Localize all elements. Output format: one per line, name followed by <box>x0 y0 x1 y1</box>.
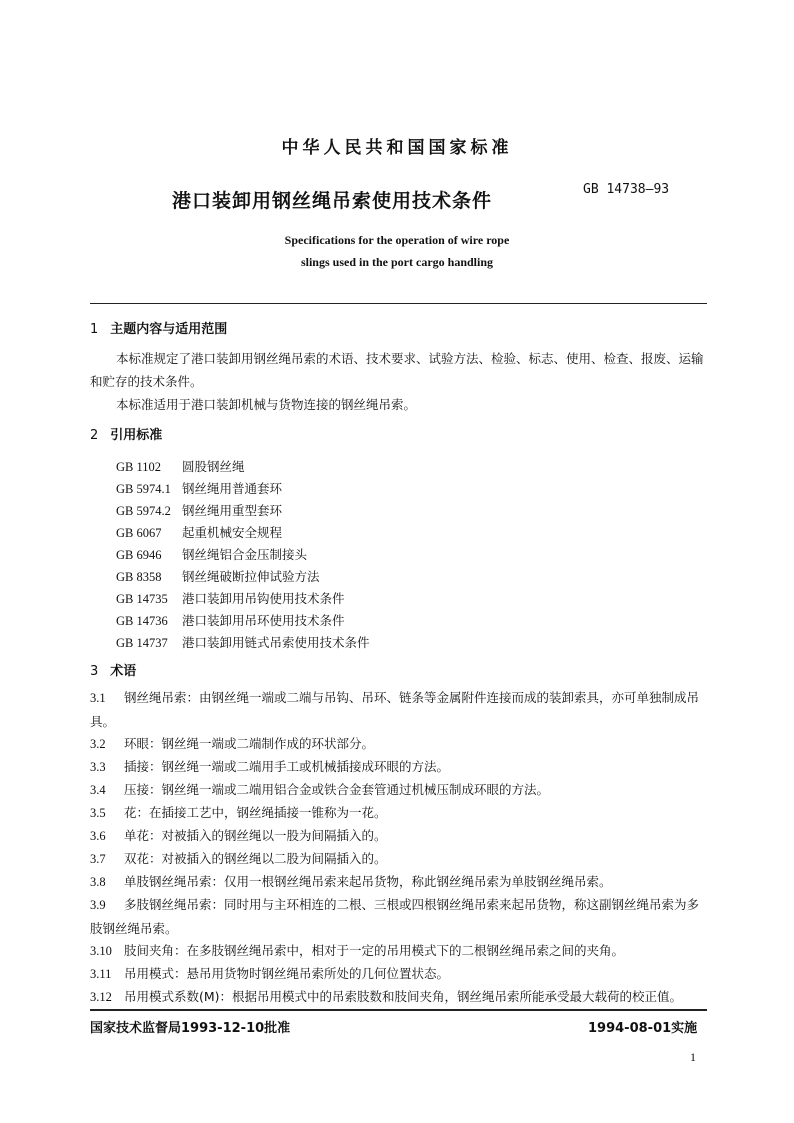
section-1-heading <box>90 318 227 337</box>
reference-name: 钢丝绳铝合金压制接头 <box>181 547 307 562</box>
reference-code: GB 1102 <box>116 460 162 474</box>
term-item <box>90 939 707 963</box>
english-title-line-1: Specifications for the operation of wire rope <box>284 233 510 247</box>
standard-type: 中华人民共和国国家标准 <box>281 138 513 158</box>
section-number: 2 <box>90 428 99 443</box>
term-item <box>90 847 707 871</box>
english-title-line-2: slings used in the port cargo handling <box>300 255 494 269</box>
reference-name: 钢丝绳用重型套环 <box>181 503 282 518</box>
term-number: 3.6 <box>90 829 106 843</box>
section-title: 术语 <box>110 664 137 679</box>
reference-item <box>116 457 245 475</box>
term-text: 环眼：钢丝绳一端或二端制作成的环状部分。 <box>124 736 375 751</box>
term-number: 3.11 <box>90 967 112 981</box>
standard-code: GB 14738—93 <box>583 182 670 197</box>
reference-item <box>116 545 307 563</box>
reference-item <box>116 633 370 651</box>
term-item <box>90 778 707 802</box>
section-title: 主题内容与适用范围 <box>110 322 228 337</box>
reference-name: 钢丝绳用普通套环 <box>181 481 282 496</box>
header-divider <box>90 303 707 304</box>
footer-divider <box>90 1009 707 1011</box>
reference-item <box>116 523 282 541</box>
term-item <box>90 686 707 733</box>
reference-code: GB 6946 <box>116 548 162 562</box>
page-number: 1 <box>690 1050 696 1064</box>
section-1-paragraph-2: 本标准适用于港口装卸机械与货物连接的钢丝绳吊索。 <box>116 397 417 412</box>
section-number: 1 <box>90 322 99 337</box>
reference-code: GB 8358 <box>116 570 162 584</box>
reference-code: GB 14735 <box>116 592 168 606</box>
term-text: 钢丝绳吊索：由钢丝绳一端或二端与吊钩、吊环、链条等金属附件连接而成的装卸索具，亦可单独制成吊具。 <box>90 690 700 729</box>
term-text: 压接：钢丝绳一端或二端用铝合金或铁合金套管通过机械压制成环眼的方法。 <box>124 782 550 797</box>
term-text: 花：在插接工艺中，钢丝绳插接一锥称为一花。 <box>124 805 387 820</box>
approval-info: 国家技术监督局1993-12-10批准 <box>90 1021 291 1036</box>
reference-item <box>116 567 320 585</box>
term-item <box>90 732 707 756</box>
term-number: 3.9 <box>90 898 106 912</box>
term-number: 3.8 <box>90 875 106 889</box>
reference-name: 港口装卸用吊钩使用技术条件 <box>181 591 345 606</box>
reference-code: GB 5974.1 <box>116 482 171 496</box>
term-number: 3.1 <box>90 691 106 705</box>
section-title: 引用标准 <box>110 428 163 443</box>
reference-name: 钢丝绳破断拉伸试验方法 <box>181 569 320 584</box>
term-text: 插接：钢丝绳一端或二端用手工或机械插接成环眼的方法。 <box>124 759 450 774</box>
term-item <box>90 962 707 986</box>
term-number: 3.5 <box>90 806 106 820</box>
term-item <box>90 801 707 825</box>
term-number: 3.12 <box>90 990 112 1004</box>
reference-code: GB 6067 <box>116 526 162 540</box>
document-title: 港口装卸用钢丝绳吊索使用技术条件 <box>172 190 493 212</box>
term-number: 3.4 <box>90 783 106 797</box>
reference-item <box>116 611 345 629</box>
section-1-paragraph-1: 本标准规定了港口装卸用钢丝绳吊索的术语、技术要求、试验方法、检验、标志、使用、检查、报废、运输和贮存的技术条件。 <box>90 351 704 389</box>
term-text: 多肢钢丝绳吊索：同时用与主环相连的二根、三根或四根钢丝绳吊索来起吊货物，称这副钢丝绳吊索为多肢钢丝绳吊索。 <box>90 897 700 936</box>
reference-code: GB 14736 <box>116 614 168 628</box>
term-text: 吊用模式：悬吊用货物时钢丝绳吊索所处的几何位置状态。 <box>124 966 450 981</box>
term-item <box>90 824 707 848</box>
term-text: 单花：对被插入的钢丝绳以一股为间隔插入的。 <box>124 828 387 843</box>
reference-name: 起重机械安全规程 <box>181 525 282 540</box>
term-item <box>90 755 707 779</box>
reference-name: 港口装卸用链式吊索使用技术条件 <box>181 635 370 650</box>
reference-item <box>116 479 282 497</box>
term-number: 3.3 <box>90 760 106 774</box>
term-text: 肢间夹角：在多肢钢丝绳吊索中，相对于一定的吊用模式下的二根钢丝绳吊索之间的夹角。 <box>124 943 625 958</box>
term-item <box>90 985 707 1009</box>
term-text: 双花：对被插入的钢丝绳以二股为间隔插入的。 <box>124 851 387 866</box>
reference-item <box>116 589 345 607</box>
section-3-heading <box>90 660 136 679</box>
effective-date: 1994-08-01实施 <box>588 1021 698 1036</box>
section-number: 3 <box>90 664 99 679</box>
reference-item <box>116 501 282 519</box>
term-text: 单肢钢丝绳吊索：仅用一根钢丝绳吊索来起吊货物，称此钢丝绳吊索为单肢钢丝绳吊索。 <box>124 874 612 889</box>
reference-name: 圆股钢丝绳 <box>181 459 245 474</box>
section-2-heading <box>90 424 162 443</box>
term-number: 3.10 <box>90 944 112 958</box>
reference-code: GB 14737 <box>116 636 168 650</box>
term-number: 3.7 <box>90 852 106 866</box>
reference-name: 港口装卸用吊环使用技术条件 <box>181 613 345 628</box>
term-text: 吊用模式系数(M)：根据吊用模式中的吊索肢数和肢间夹角，钢丝绳吊索所能承受最大载荷的校正值。 <box>124 989 683 1004</box>
term-number: 3.2 <box>90 737 106 751</box>
term-item <box>90 893 707 940</box>
term-item <box>90 870 707 894</box>
reference-code: GB 5974.2 <box>116 504 171 518</box>
